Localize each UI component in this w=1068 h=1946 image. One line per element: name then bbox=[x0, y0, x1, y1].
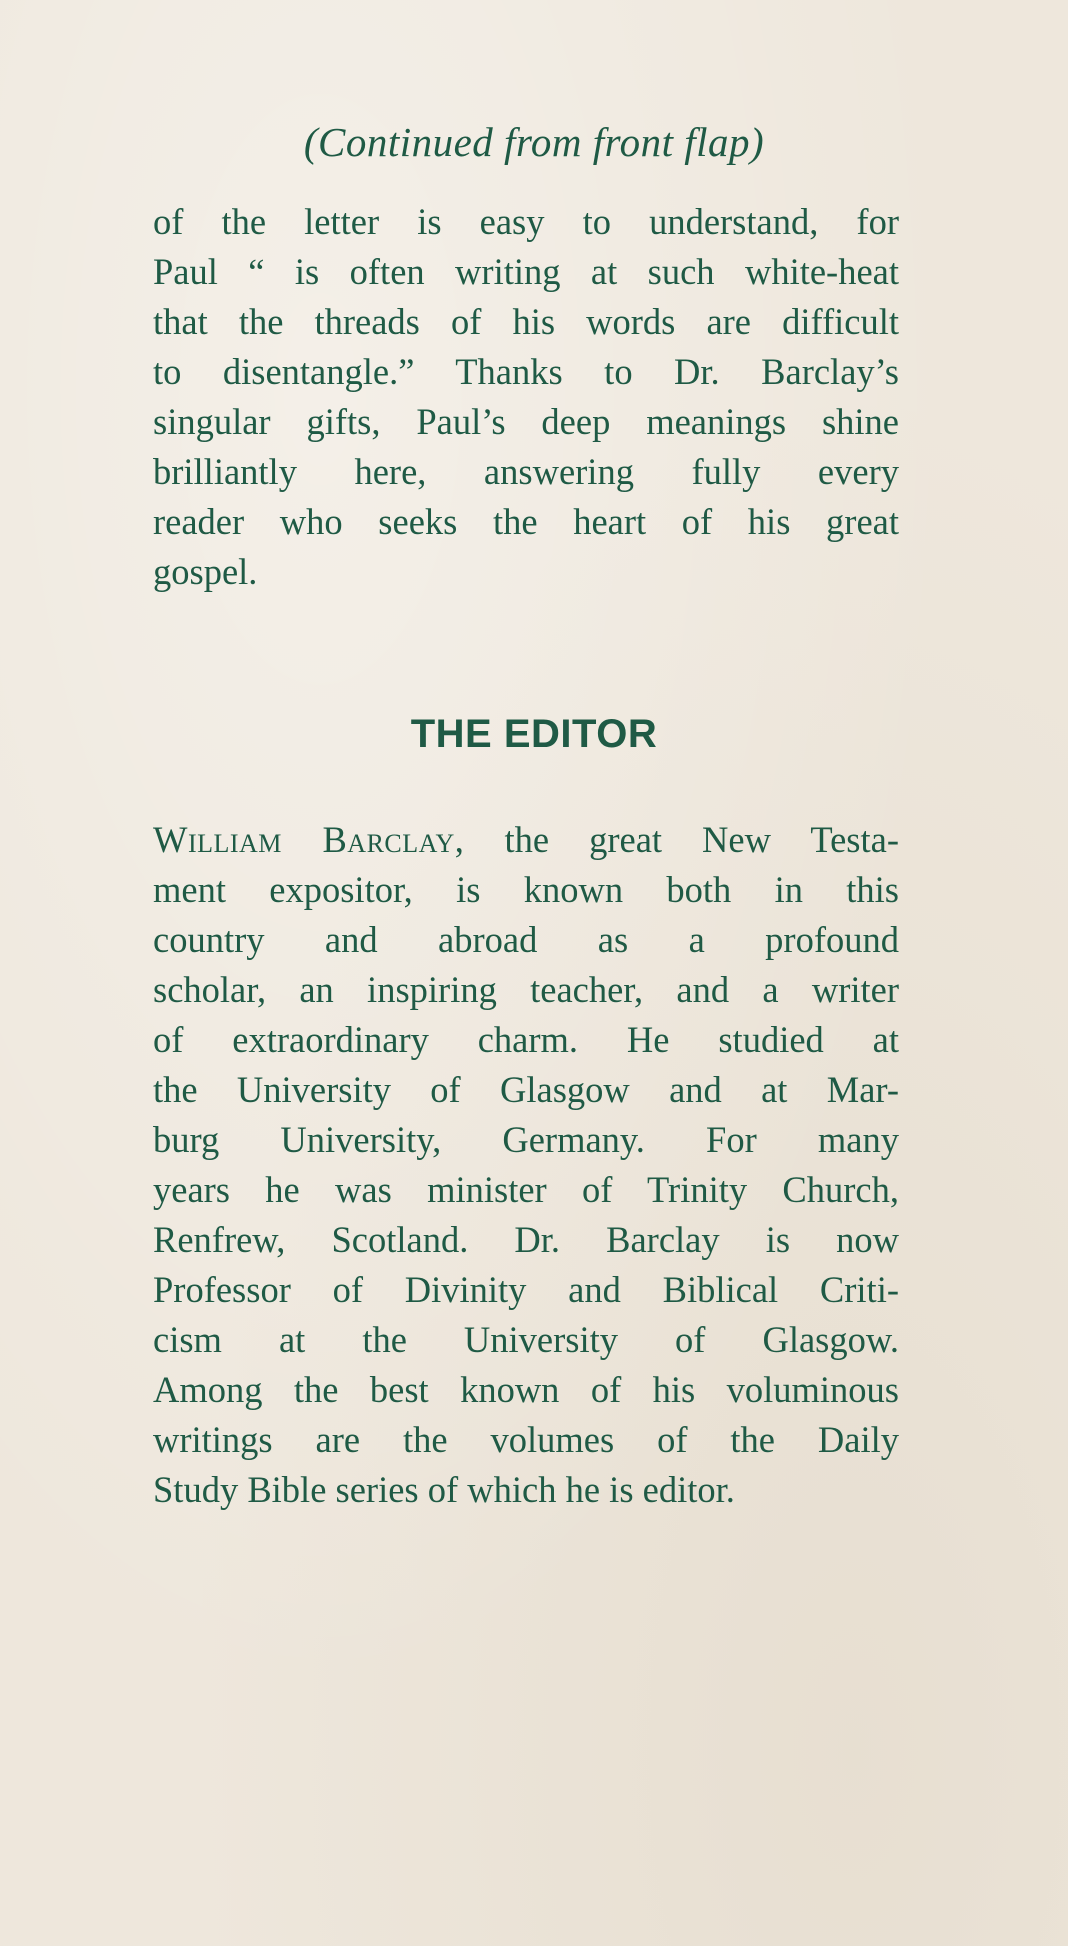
editor-line: Professor of Divinity and Biblical Criti- bbox=[153, 1269, 899, 1310]
intro-line: of the letter is easy to understand, for bbox=[153, 201, 899, 242]
editor-line: Among the best known of his voluminous bbox=[153, 1369, 899, 1410]
editor-line: ment expositor, is known both in this bbox=[153, 869, 899, 910]
editor-line: the University of Glasgow and at Mar- bbox=[153, 1069, 899, 1110]
editor-line: years he was minister of Trinity Church, bbox=[153, 1169, 899, 1210]
editor-first-line-text: the great New Testa- bbox=[464, 819, 899, 860]
intro-line: to disentangle.” Thanks to Dr. Barclay’s bbox=[153, 351, 899, 392]
intro-line: reader who seeks the heart of his great bbox=[153, 501, 899, 542]
continued-from-front-flap-label: (Continued from front flap) bbox=[303, 119, 765, 165]
editor-name: William Barclay, bbox=[153, 819, 465, 860]
intro-line: Paul “ is often writing at such white-heat bbox=[153, 251, 899, 292]
editor-line: of extraordinary charm. He studied at bbox=[153, 1019, 899, 1060]
editor-line: scholar, an inspiring teacher, and a writer bbox=[153, 969, 899, 1010]
editor-line: Renfrew, Scotland. Dr. Barclay is now bbox=[153, 1219, 899, 1260]
intro-line: gospel. bbox=[153, 551, 258, 592]
editor-line: burg University, Germany. For many bbox=[153, 1119, 899, 1160]
editor-paragraph bbox=[153, 815, 899, 1515]
editor-line: writings are the volumes of the Daily bbox=[153, 1419, 899, 1460]
editor-line: cism at the University of Glasgow. bbox=[153, 1319, 899, 1360]
intro-line: singular gifts, Paul’s deep meanings shine bbox=[153, 401, 899, 442]
editor-heading: THE EDITOR bbox=[410, 712, 658, 756]
intro-line: brilliantly here, answering fully every bbox=[153, 451, 899, 492]
editor-first-line bbox=[153, 815, 899, 865]
editor-line: country and abroad as a profound bbox=[153, 919, 899, 960]
intro-paragraph bbox=[153, 197, 899, 597]
intro-line: that the threads of his words are difficult bbox=[153, 301, 899, 342]
editor-line: Study Bible series of which he is editor. bbox=[153, 1469, 735, 1510]
